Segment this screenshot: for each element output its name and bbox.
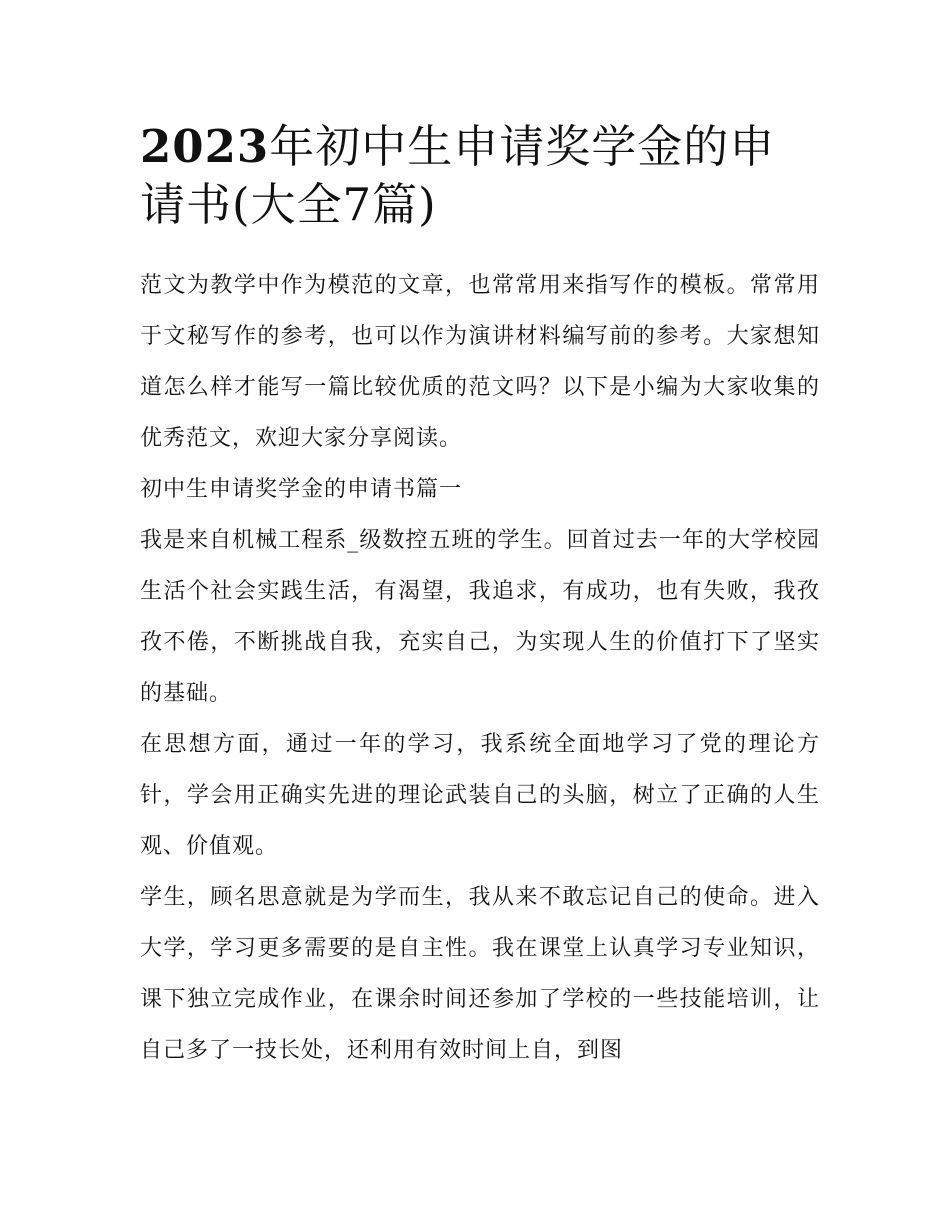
title-text: 年初中生申请奖学金的申请书(大全7篇) — [140, 120, 776, 231]
body-paragraph-1: 我是来自机械工程系_级数控五班的学生。回首过去一年的大学校园生活个社会实践生活，有渴望，我追求，有成功，也有失败，我孜孜不倦，不断挑战自我，充实自己，为实现人生的价值打下了坚实的基础。 — [140, 528, 820, 706]
document-title — [140, 118, 820, 234]
body-paragraph-3: 学生，顾名思意就是为学而生，我从来不敢忘记自己的使命。进入大学，学习更多需要的是自主性。我在课堂上认真学习专业知识，课下独立完成作业，在课余时间还参加了学校的一些技能培训，让自己多了一技长处，还利用有效时间上自，到图 — [140, 885, 820, 1063]
title-year: 2023 — [140, 120, 270, 173]
body-paragraph-2: 在思想方面，通过一年的学习，我系统全面地学习了党的理论方针，学会用正确实先进的理论武装自己的头脑，树立了正确的人生观、价值观。 — [140, 732, 820, 859]
document-page — [140, 118, 820, 1076]
section-heading: 初中生申请奖学金的申请书篇一 — [140, 477, 463, 502]
intro-paragraph: 范文为教学中作为模范的文章，也常常用来指写作的模板。常常用于文秘写作的参考，也可以作为演讲材料编写前的参考。大家想知道怎么样才能写一篇比较优质的范文吗？以下是小编为大家收集的优秀范文，欢迎大家分享阅读。 — [140, 273, 820, 451]
